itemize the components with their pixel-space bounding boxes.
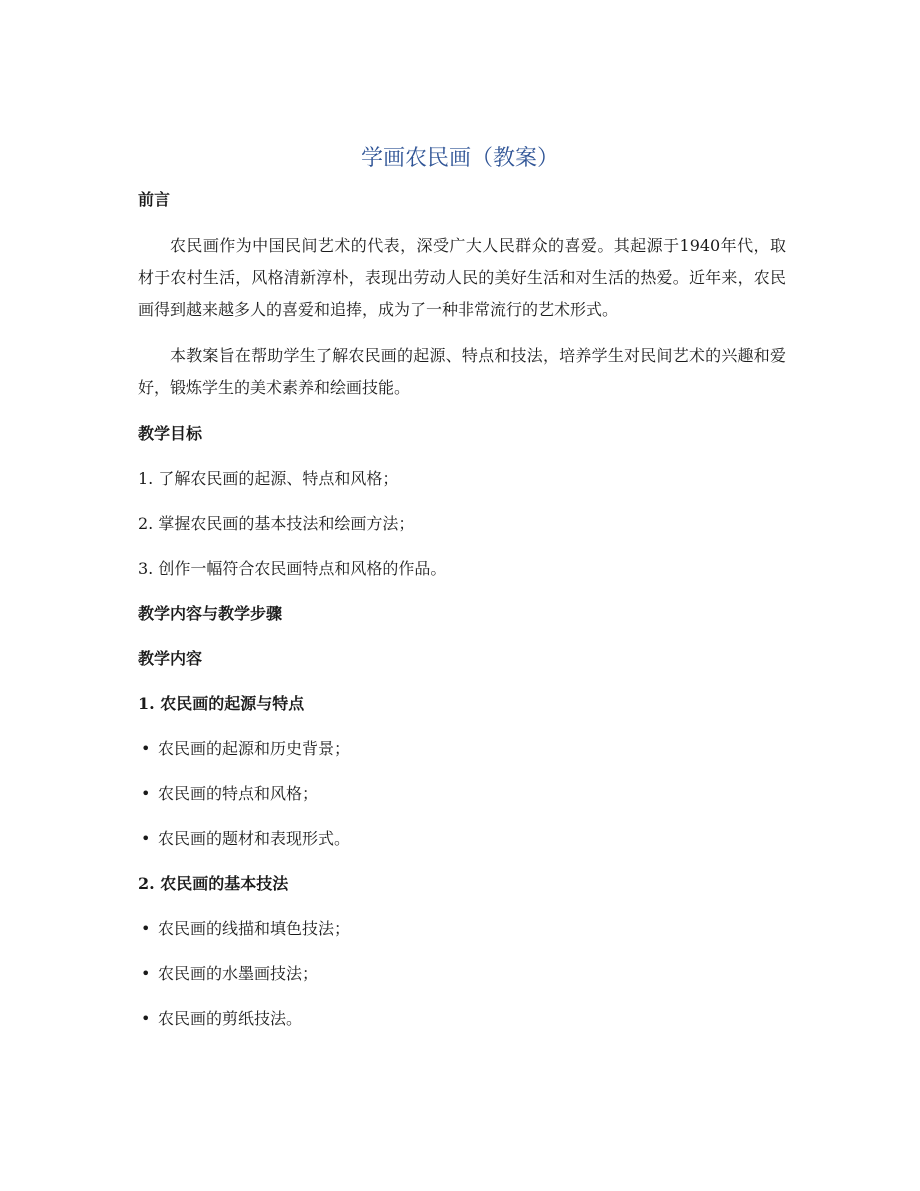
bullet-icon: • (141, 1009, 151, 1028)
list-item-text: 农民画的起源和历史背景； (158, 739, 351, 758)
bullet-icon: • (141, 829, 151, 848)
list-item (138, 733, 786, 765)
preface-heading: 前言 (138, 190, 171, 209)
bullet-icon: • (141, 919, 151, 938)
preface-paragraph-2: 本教案旨在帮助学生了解农民画的起源、特点和技法，培养学生对民间艺术的兴趣和爱好，锻炼学生的美术素养和绘画技能。 (138, 346, 786, 397)
list-item-text: 农民画的线描和填色技法； (158, 919, 351, 938)
document-title: 学画农民画（教案） (360, 146, 559, 171)
objectives-heading: 教学目标 (138, 424, 203, 443)
section-2-heading: 2. 农民画的基本技法 (138, 874, 289, 893)
list-item-text: 农民画的剪纸技法。 (158, 1009, 303, 1028)
list-item-text: 农民画的水墨画技法； (158, 964, 319, 983)
bullet-icon: • (141, 784, 151, 803)
list-item (138, 958, 786, 990)
objective-item-1: 1. 了解农民画的起源、特点和风格； (138, 469, 399, 488)
document-body (138, 183, 786, 1035)
bullet-icon: • (141, 964, 151, 983)
preface-paragraph-1: 农民画作为中国民间艺术的代表，深受广大人民群众的喜爱。其起源于1940年代，取材于农村生活，风格清新淳朴，表现出劳动人民的美好生活和对生活的热爱。近年来，农民画得到越来越多人的喜爱和追捧，成为了一种非常流行的艺术形式。 (138, 236, 786, 319)
bullet-icon: • (141, 739, 151, 758)
list-item-text: 农民画的题材和表现形式。 (158, 829, 351, 848)
list-item-text: 农民画的特点和风格； (158, 784, 319, 803)
list-item (138, 778, 786, 810)
content-steps-heading: 教学内容与教学步骤 (138, 604, 283, 623)
objective-item-3: 3. 创作一幅符合农民画特点和风格的作品。 (138, 559, 447, 578)
objective-item-2: 2. 掌握农民画的基本技法和绘画方法； (138, 514, 415, 533)
list-item (138, 1003, 786, 1035)
list-item (138, 913, 786, 945)
content-subheading: 教学内容 (138, 649, 203, 668)
list-item (138, 823, 786, 855)
section-1-heading: 1. 农民画的起源与特点 (138, 694, 305, 713)
